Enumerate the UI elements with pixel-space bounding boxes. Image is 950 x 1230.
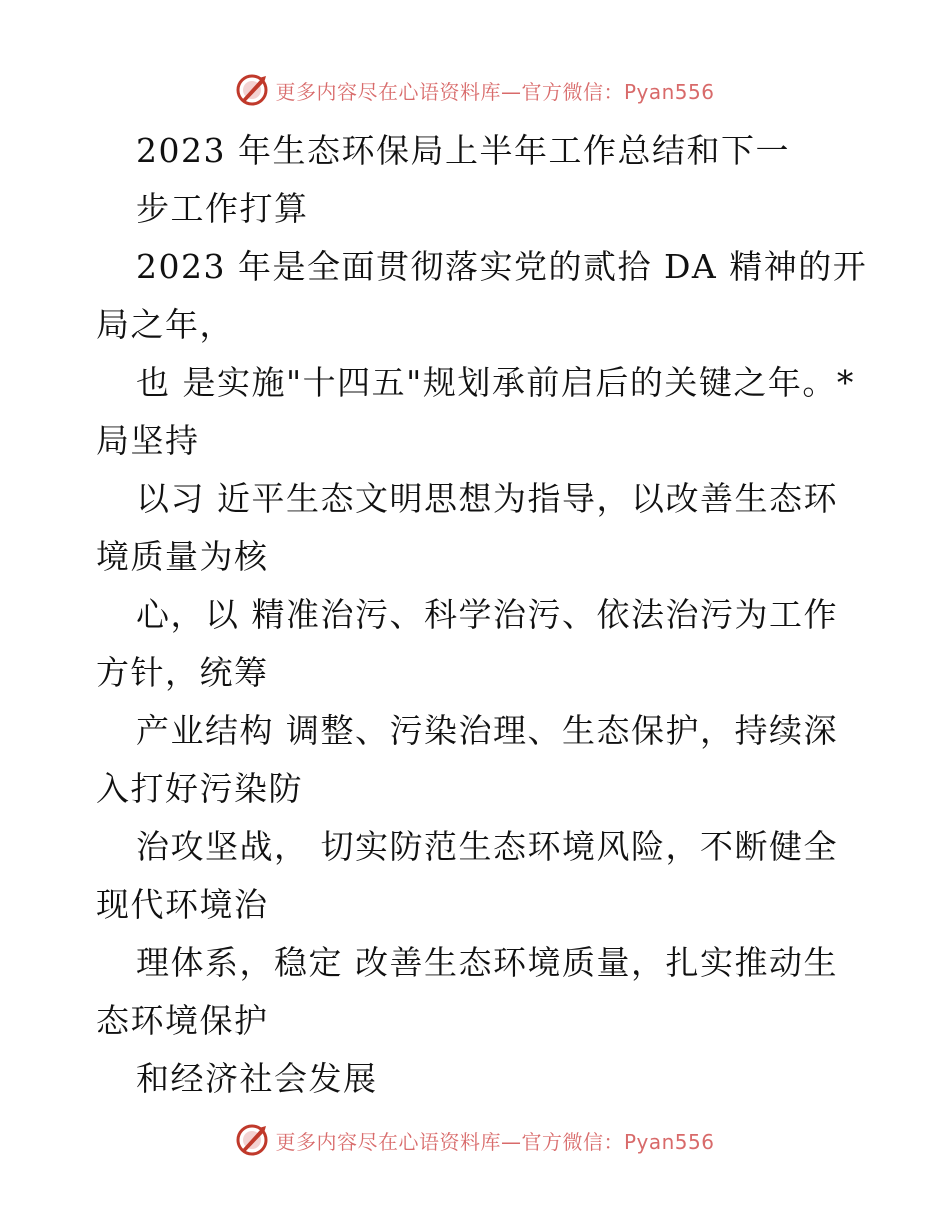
paragraph-line: 境质量为核 bbox=[96, 537, 269, 576]
paragraph-line: 产业结构 调整、污染治理、生态保护，持续深 bbox=[136, 711, 838, 750]
paragraph-line: 和经济社会发展 bbox=[136, 1059, 378, 1098]
paragraph-line: 心，以 精准治污、科学治污、依法治污为工作 bbox=[136, 595, 838, 634]
paragraph-line: 态环境保护 bbox=[96, 1001, 269, 1040]
paragraph-line: 治攻坚战， 切实防范生态环境风险，不断健全 bbox=[136, 827, 838, 866]
paragraph-line: 理体系，稳定 改善生态环境质量，扎实推动生 bbox=[136, 943, 838, 982]
quill-logo-icon bbox=[235, 1123, 269, 1157]
paragraph-line: 以习 近平生态文明思想为指导，以改善生态环 bbox=[136, 479, 838, 518]
footer-banner-text: 更多内容尽在心语资料库—官方微信：Pyan556 bbox=[275, 1129, 715, 1154]
paragraph-line: 局之年， bbox=[96, 305, 234, 344]
paragraph-line: 2023 年是全面贯彻落实党的贰拾 DA 精神的开 bbox=[136, 247, 868, 286]
quill-logo-icon bbox=[235, 73, 269, 107]
paragraph-line: 入打好污染防 bbox=[96, 769, 303, 808]
footer-banner bbox=[0, 1120, 950, 1160]
paragraph-line: 也 是实施"十四五"规划承前启后的关键之年。* bbox=[136, 363, 855, 402]
paragraph-line: 局坚持 bbox=[96, 421, 200, 460]
title-line-2: 步工作打算 bbox=[136, 189, 309, 228]
header-banner bbox=[0, 70, 950, 110]
paragraph-line: 现代环境治 bbox=[96, 885, 269, 924]
document-body bbox=[96, 122, 866, 1108]
paragraph-line: 方针，统筹 bbox=[96, 653, 269, 692]
title-line-1: 2023 年生态环保局上半年工作总结和下一 bbox=[136, 131, 790, 170]
header-banner-text: 更多内容尽在心语资料库—官方微信：Pyan556 bbox=[275, 79, 715, 104]
